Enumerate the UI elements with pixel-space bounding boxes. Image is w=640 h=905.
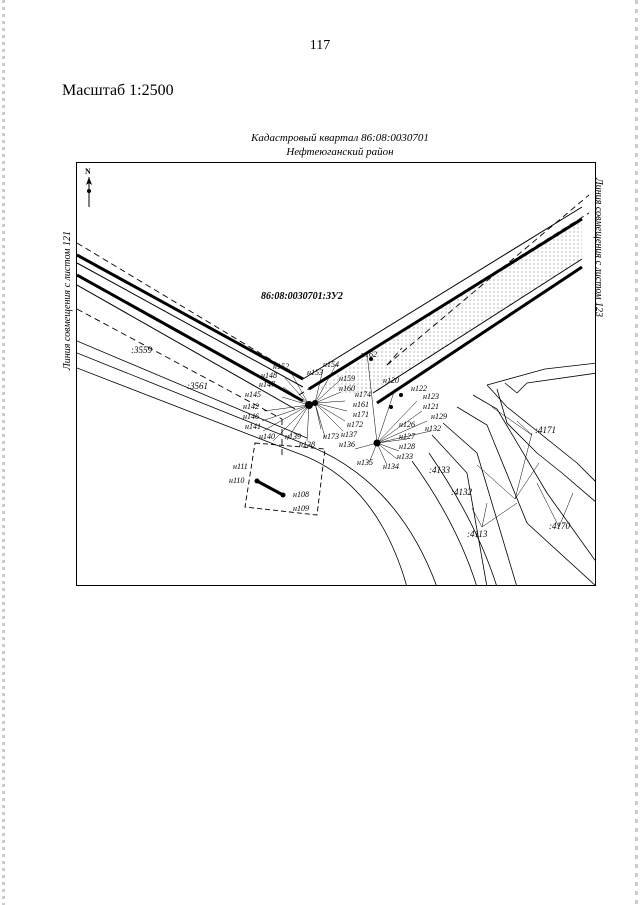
point-label: н139 [285, 432, 301, 441]
parcel-label: :4132 [451, 487, 472, 497]
road-lines [77, 207, 582, 409]
point-label: н145 [245, 390, 261, 399]
point-label: н134 [383, 462, 399, 471]
point-label: н162 [361, 350, 377, 359]
point-label: н126 [399, 420, 415, 429]
page-number: 117 [309, 38, 331, 53]
cadastral-quarter-title: Кадастровый квартал 86:08:0030701 [251, 132, 429, 144]
point-label: н110 [229, 476, 245, 485]
scale-label: Масштаб 1:2500 [62, 82, 174, 99]
parcel-label: :4171 [535, 425, 556, 435]
point-label: н174 [355, 390, 371, 399]
point-label: н138 [299, 440, 315, 449]
point-label: н147 [259, 380, 275, 389]
point-label: н120 [383, 376, 399, 385]
point-label: н161 [353, 400, 369, 409]
parcel-label: :3559 [131, 345, 152, 355]
point-label: н108 [293, 490, 309, 499]
point-label: н148 [261, 371, 277, 380]
point-label: н122 [411, 384, 427, 393]
right-joint-line-label: Линия совмещения с листом 123 [593, 178, 604, 318]
point-label: н153 [307, 368, 323, 377]
point-label: н123 [423, 392, 439, 401]
point-label: н141 [245, 422, 261, 431]
north-label: N [85, 167, 91, 176]
point-label: н152 [273, 362, 289, 371]
point-label: н140 [259, 432, 275, 441]
parcel-label: :4170 [549, 521, 570, 531]
point-label: н121 [423, 402, 439, 411]
point-label: н111 [233, 462, 248, 471]
right-parcels [432, 363, 596, 586]
point-label: н160 [339, 384, 355, 393]
point-label: н132 [425, 424, 441, 433]
point-label: н133 [397, 452, 413, 461]
parcel-segment [257, 481, 283, 495]
north-arrow-icon [86, 177, 92, 207]
map-drawing [77, 163, 596, 586]
parcel-label: :4133 [429, 465, 450, 475]
point-label: н173 [323, 432, 339, 441]
parcel-label: :4113 [467, 529, 488, 539]
district-title: Нефтеюганский район [286, 146, 394, 158]
point-label: н172 [347, 420, 363, 429]
point-label: н109 [293, 504, 309, 513]
scan-edge-right [635, 0, 638, 905]
point-label: н129 [431, 412, 447, 421]
point-label: н142 [243, 402, 259, 411]
point-label: н135 [357, 458, 373, 467]
dashed-boundaries [77, 195, 589, 515]
parcel-label: :3561 [187, 381, 208, 391]
point-label: н159 [339, 374, 355, 383]
point-label: н154 [323, 360, 339, 369]
point-label: н146 [243, 412, 259, 421]
parcel-id-label: 86:08:0030701:ЗУ2 [261, 291, 343, 302]
point-label: н137 [341, 430, 357, 439]
cadastral-map [76, 162, 596, 586]
point-label: н128 [399, 442, 415, 451]
point-label: н127 [399, 432, 415, 441]
point-label: н171 [353, 410, 369, 419]
scan-edge-left [2, 0, 5, 905]
left-joint-line-label: Линия совмещения с листом 121 [62, 230, 73, 370]
point-label: н136 [339, 440, 355, 449]
